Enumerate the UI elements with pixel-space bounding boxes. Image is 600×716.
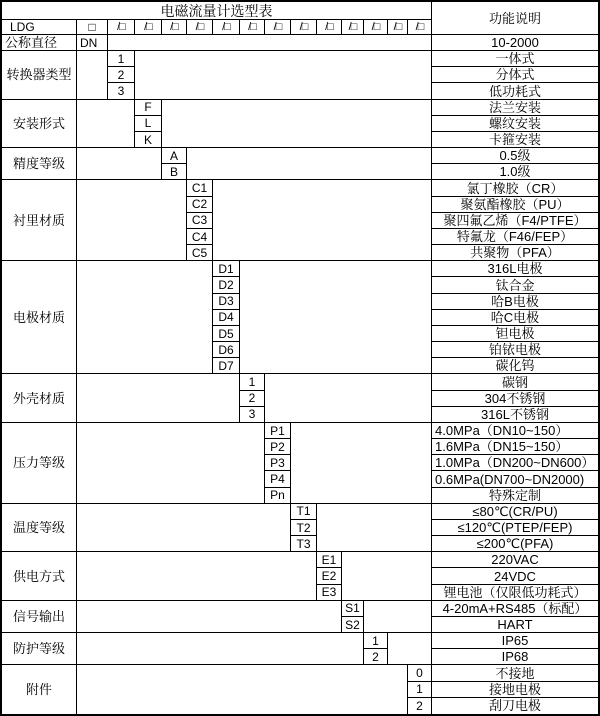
code-cell: S2 xyxy=(342,617,364,633)
model-box-slot: □ xyxy=(77,20,108,35)
desc-cell: 钽电极 xyxy=(432,326,598,342)
category-label: 附件 xyxy=(2,665,77,714)
desc-cell: 316L不锈钢 xyxy=(432,407,598,423)
model-code-slot: /□ xyxy=(108,20,135,35)
desc-cell: IP68 xyxy=(432,649,598,665)
filler-cell xyxy=(77,552,317,601)
code-cell: A xyxy=(162,148,187,164)
desc-cell: 低功耗式 xyxy=(432,83,598,99)
model-code-slot: /□ xyxy=(135,20,162,35)
filler-cell xyxy=(187,148,432,180)
code-cell: B xyxy=(162,164,187,180)
desc-cell: 不接地 xyxy=(432,665,598,681)
category-label: 衬里材质 xyxy=(2,180,77,261)
code-cell: 2 xyxy=(408,698,432,714)
code-cell: D4 xyxy=(213,310,240,326)
model-code-slot: /□ xyxy=(291,20,317,35)
model-code-slot: /□ xyxy=(342,20,364,35)
desc-cell: 哈B电极 xyxy=(432,294,598,310)
category-label: 防护等级 xyxy=(2,633,77,665)
desc-cell: 接地电极 xyxy=(432,682,598,698)
code-cell: D5 xyxy=(213,326,240,342)
category-label: 压力等级 xyxy=(2,423,77,504)
code-cell: D2 xyxy=(213,277,240,293)
code-cell: Pn xyxy=(265,488,291,504)
filler-cell xyxy=(77,100,135,149)
code-cell: C4 xyxy=(187,229,213,245)
desc-cell: 220VAC xyxy=(432,552,598,568)
model-code-slot: /□ xyxy=(162,20,187,35)
code-cell: 1 xyxy=(364,633,388,649)
filler-cell xyxy=(213,180,432,261)
category-label: 精度等级 xyxy=(2,148,77,180)
code-cell: T1 xyxy=(291,504,317,520)
desc-cell: 1.0级 xyxy=(432,164,598,180)
filler-cell xyxy=(77,148,162,180)
code-cell: E1 xyxy=(317,552,342,568)
desc-cell: HART xyxy=(432,617,598,633)
desc-cell: 法兰安装 xyxy=(432,100,598,116)
desc-cell: IP65 xyxy=(432,633,598,649)
desc-cell: 特殊定制 xyxy=(432,488,598,504)
code-cell: E3 xyxy=(317,585,342,601)
code-cell: DN xyxy=(77,35,108,51)
model-code-slot: /□ xyxy=(187,20,213,35)
model-prefix: LDG xyxy=(2,20,77,35)
desc-cell: 316L电极 xyxy=(432,261,598,277)
desc-cell: 1.6MPa（DN15~150） xyxy=(432,439,598,455)
desc-cell: 4-20mA+RS485（标配） xyxy=(432,601,598,617)
code-cell: 2 xyxy=(240,391,265,407)
desc-cell: 聚氨酯橡胶（PU） xyxy=(432,197,598,213)
model-code-slot: /□ xyxy=(240,20,265,35)
code-cell: C1 xyxy=(187,180,213,196)
filler-cell xyxy=(77,665,408,714)
desc-cell: 碳钢 xyxy=(432,374,598,390)
code-cell: D6 xyxy=(213,342,240,358)
category-label: 转换器类型 xyxy=(2,51,77,100)
code-cell: 1 xyxy=(408,682,432,698)
filler-cell xyxy=(162,100,432,149)
category-label: 电极材质 xyxy=(2,261,77,374)
code-cell: P1 xyxy=(265,423,291,439)
category-label: 信号输出 xyxy=(2,601,77,633)
desc-cell: 1.0MPa（DN200~DN600） xyxy=(432,455,598,471)
filler-cell xyxy=(364,601,432,633)
desc-cell: 特氟龙（F46/FEP） xyxy=(432,229,598,245)
filler-cell xyxy=(77,180,187,261)
code-cell: T2 xyxy=(291,520,317,536)
filler-cell xyxy=(388,633,432,665)
desc-cell: 分体式 xyxy=(432,67,598,83)
filler-cell xyxy=(77,374,240,423)
desc-cell: ≤80℃(CR/PU) xyxy=(432,504,598,520)
filler-cell xyxy=(342,552,432,601)
code-cell: 3 xyxy=(108,83,135,99)
code-cell: T3 xyxy=(291,536,317,552)
desc-cell: 聚四氟乙烯（F4/PTFE） xyxy=(432,213,598,229)
table-title: 电磁流量计选型表 xyxy=(2,2,432,20)
filler-cell xyxy=(240,261,432,374)
filler-cell xyxy=(77,51,108,100)
code-cell: D1 xyxy=(213,261,240,277)
model-code-slot: /□ xyxy=(265,20,291,35)
desc-cell: 螺纹安装 xyxy=(432,116,598,132)
desc-cell: 哈C电极 xyxy=(432,310,598,326)
model-code-slot: /□ xyxy=(388,20,408,35)
desc-cell: 共聚物（PFA） xyxy=(432,245,598,261)
code-cell: 2 xyxy=(108,67,135,83)
model-code-slot: /□ xyxy=(408,20,432,35)
code-cell: P4 xyxy=(265,471,291,487)
model-code-slot: /□ xyxy=(364,20,388,35)
code-cell: 2 xyxy=(364,649,388,665)
category-label: 公称直径 xyxy=(2,35,77,51)
code-cell: P2 xyxy=(265,439,291,455)
filler-cell xyxy=(317,504,432,553)
desc-cell: 铂铱电极 xyxy=(432,342,598,358)
code-cell: K xyxy=(135,132,162,148)
code-cell: 3 xyxy=(240,407,265,423)
desc-cell: 304不锈钢 xyxy=(432,391,598,407)
desc-cell: 钛合金 xyxy=(432,277,598,293)
desc-cell: ≤120℃(PTEP/FEP) xyxy=(432,520,598,536)
desc-cell: 10-2000 xyxy=(432,35,598,51)
desc-cell: ≤200℃(PFA) xyxy=(432,536,598,552)
desc-cell: 0.5级 xyxy=(432,148,598,164)
desc-cell: 碳化钨 xyxy=(432,358,598,374)
desc-cell: 卡箍安装 xyxy=(432,132,598,148)
code-cell: C5 xyxy=(187,245,213,261)
code-cell: D3 xyxy=(213,294,240,310)
code-cell: C2 xyxy=(187,197,213,213)
filler-cell xyxy=(77,261,213,374)
function-description-header: 功能说明 xyxy=(432,2,598,35)
filler-cell xyxy=(135,51,432,100)
filler-cell xyxy=(291,423,432,504)
code-cell: P3 xyxy=(265,455,291,471)
category-label: 外壳材质 xyxy=(2,374,77,423)
code-cell: L xyxy=(135,116,162,132)
filler-cell xyxy=(77,601,342,633)
desc-cell: 锂电池（仅限低功耗式） xyxy=(432,585,598,601)
code-cell: 1 xyxy=(240,374,265,390)
model-code-slot: /□ xyxy=(317,20,342,35)
category-label: 供电方式 xyxy=(2,552,77,601)
filler-cell xyxy=(77,504,291,553)
filler-cell xyxy=(77,633,364,665)
desc-cell: 刮刀电极 xyxy=(488,698,541,714)
code-cell: C3 xyxy=(187,213,213,229)
desc-cell: 氯丁橡胶（CR） xyxy=(432,180,598,196)
code-cell: 0 xyxy=(408,665,432,681)
filler-cell xyxy=(108,35,432,51)
desc-cell: 4.0MPa（DN10~150） xyxy=(432,423,598,439)
code-cell: 1 xyxy=(108,51,135,67)
filler-cell xyxy=(77,423,265,504)
code-cell: E2 xyxy=(317,568,342,584)
code-cell: F xyxy=(135,100,162,116)
filler-cell xyxy=(265,374,432,423)
desc-cell: 0.6MPa(DN700~DN2000) xyxy=(432,471,598,487)
category-label: 温度等级 xyxy=(2,504,77,553)
code-cell: S1 xyxy=(342,601,364,617)
desc-cell: 24VDC xyxy=(432,568,598,584)
desc-cell: 一体式 xyxy=(432,51,598,67)
category-label: 安装形式 xyxy=(2,100,77,149)
code-cell: D7 xyxy=(213,358,240,374)
model-code-slot: /□ xyxy=(213,20,240,35)
